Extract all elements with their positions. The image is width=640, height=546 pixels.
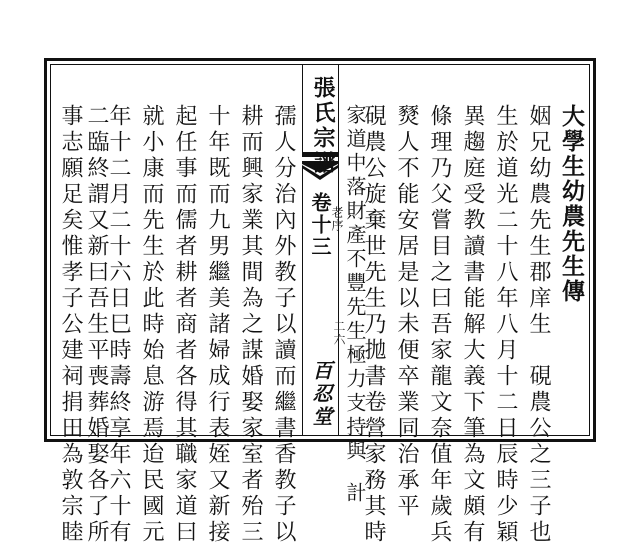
text-column [344, 104, 366, 506]
spine-book-title: 張氏宗譜 [310, 76, 336, 176]
spine-hall-name: 百忍堂 [309, 360, 333, 429]
text-segment: 孺人分治內外教子以讀而繼書香教子以 [271, 104, 296, 546]
spine-page-number: 二六 [332, 320, 346, 346]
text-segment: 就小康而先生於此時始息游焉迨民國元 [139, 104, 164, 546]
text-segment: 生於道光二十八年八月十二日辰時少穎 [493, 104, 518, 546]
spine-section: 老序 [330, 206, 344, 232]
biography-title: 大學生幼農先生傳 [558, 104, 585, 304]
text-column [395, 104, 417, 520]
text-segment: 異趨庭受教讀書能解大義下筆為文頗有 [460, 104, 485, 546]
spine-left-rule [302, 64, 303, 436]
text-segment: 十年既而九男繼美諸婦成行表姪又新接 [205, 104, 230, 546]
text-segment: 燹人不能安居是以未便卒業同治承平 [394, 104, 419, 520]
text-segment: 事志願足矣惟孝子公建祠捐田為敦宗睦 [58, 104, 83, 546]
text-segment: 條理乃父嘗目之曰吾家龍文奈值年歲兵 [427, 104, 452, 546]
text-segment: 年十二月二十六日巳時壽終享年六十有 [106, 104, 131, 546]
text-segment: 硯農公之三子也 [526, 364, 551, 546]
text-segment: 耕而興家業其間為之謀婚娶家室者殆三 [238, 104, 263, 546]
text-segment: 計 [343, 482, 367, 506]
text-segment: 家道中落財產不豐先生極力支持與 [343, 104, 367, 464]
text-segment: 起任事而儒者耕者商者各得其職家道曰 [172, 104, 197, 546]
text-segment: 硯農公旋棄世先生乃拋書卷營家務其時 [361, 104, 386, 546]
spine-volume: 卷十三 [308, 192, 332, 258]
text-segment: 姻兄幼農先生郡庠生 [526, 104, 551, 338]
text-segment: 二臨終謂又新曰吾生平喪葬婚娶各了所 [84, 104, 109, 546]
